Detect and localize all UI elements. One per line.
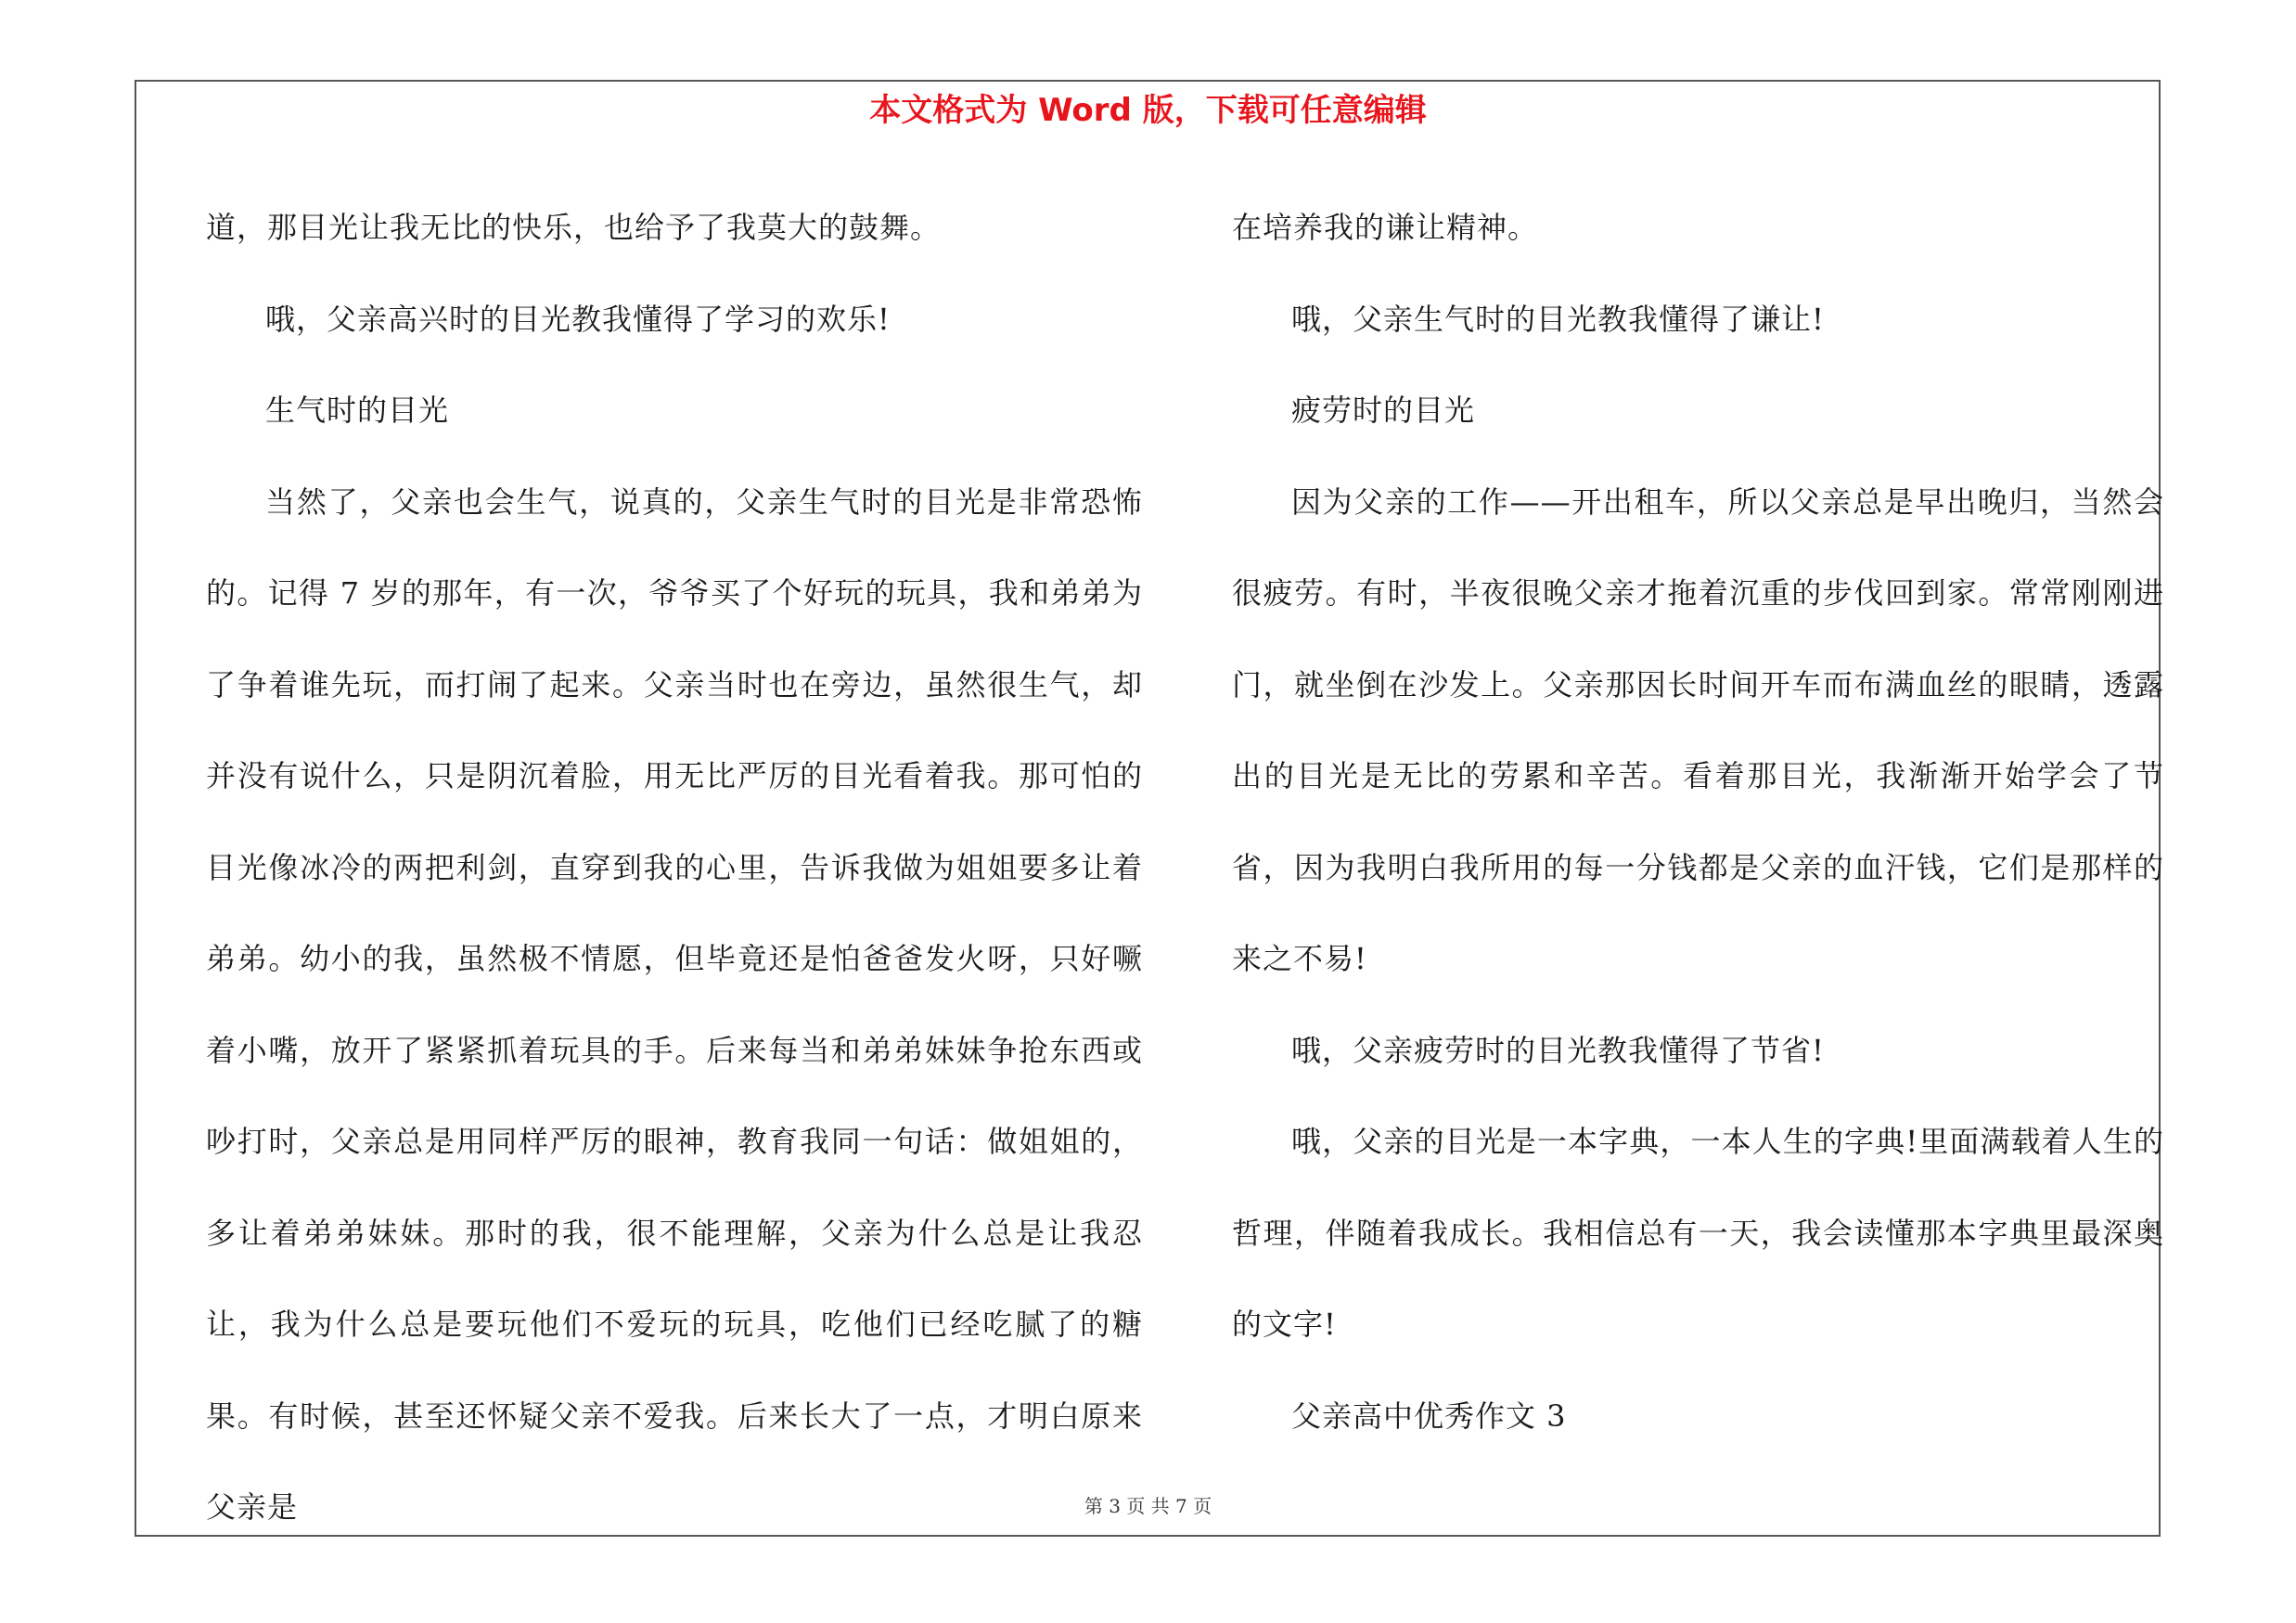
paragraph: 哦，父亲生气时的目光教我懂得了谦让!: [1291, 301, 1825, 337]
page-number: 第 3 页 共 7 页: [1084, 1495, 1212, 1517]
paragraph: 在培养我的谦让精神。: [1232, 210, 1539, 245]
paragraph: 当然了，父亲也会生气，说真的，父亲生气时的目光是非常恐怖的。记得 7 岁的那年，有一次，爷爷买了个好玩的玩具，我和弟弟为了争着谁先玩，而打闹了起来。父亲当时也在旁边，虽然很生气，却并没有说什么，只是阴沉着脸，用无比严厉的目光看着我。那可怕的目光像冰冷的两把利剑，直穿到我的心里，告诉我做为姐姐要多让着弟弟。幼小的我，虽然极不情愿，但毕竟还是怕爸爸发火呀，只好噘着小嘴，放开了紧紧抓着玩具的手。后来每当和弟弟妹妹争抢东西或吵打时，父亲总是用同样严厉的眼神，教育我同一句话：做姐姐的，多让着弟弟妹妹。那时的我，很不能理解，父亲为什么总是让我忍让，我为什么总是要玩他们不爱玩的玩具，吃他们已经吃腻了的糖果。有时候，甚至还怀疑父亲不爱我。后来长大了一点，才明白原来父亲是: [206, 483, 1143, 1525]
format-banner: 本文格式为 Word 版，下载可任意编辑: [869, 92, 1427, 129]
right-column: [1232, 182, 2164, 1462]
paragraph: 哦，父亲高兴时的目光教我懂得了学习的欢乐!: [265, 301, 891, 337]
section-heading: 生气时的目光: [265, 393, 450, 428]
essay-title: 父亲高中优秀作文 3: [1291, 1398, 1567, 1434]
paragraph: 道，那目光让我无比的快乐，也给予了我莫大的鼓舞。: [206, 210, 942, 245]
paragraph: 哦，父亲疲劳时的目光教我懂得了节省!: [1291, 1032, 1825, 1068]
paragraph: 哦，父亲的目光是一本字典，一本人生的字典!里面满载着人生的哲理，伴随着我成长。我相信总有一天，我会读懂那本字典里最深奥的文字!: [1232, 1124, 2164, 1342]
left-column: [206, 182, 1143, 1553]
paragraph: 因为父亲的工作——开出租车，所以父亲总是早出晚归，当然会很疲劳。有时，半夜很晚父亲才拖着沉重的步伐回到家。常常刚刚进门，就坐倒在沙发上。父亲那因长时间开车而布满血丝的眼睛，透露出的目光是无比的劳累和辛苦。看着那目光，我渐渐开始学会了节省，因为我明白我所用的每一分钱都是父亲的血汗钱，它们是那样的来之不易!: [1232, 483, 2164, 976]
section-heading: 疲劳时的目光: [1291, 393, 1476, 428]
